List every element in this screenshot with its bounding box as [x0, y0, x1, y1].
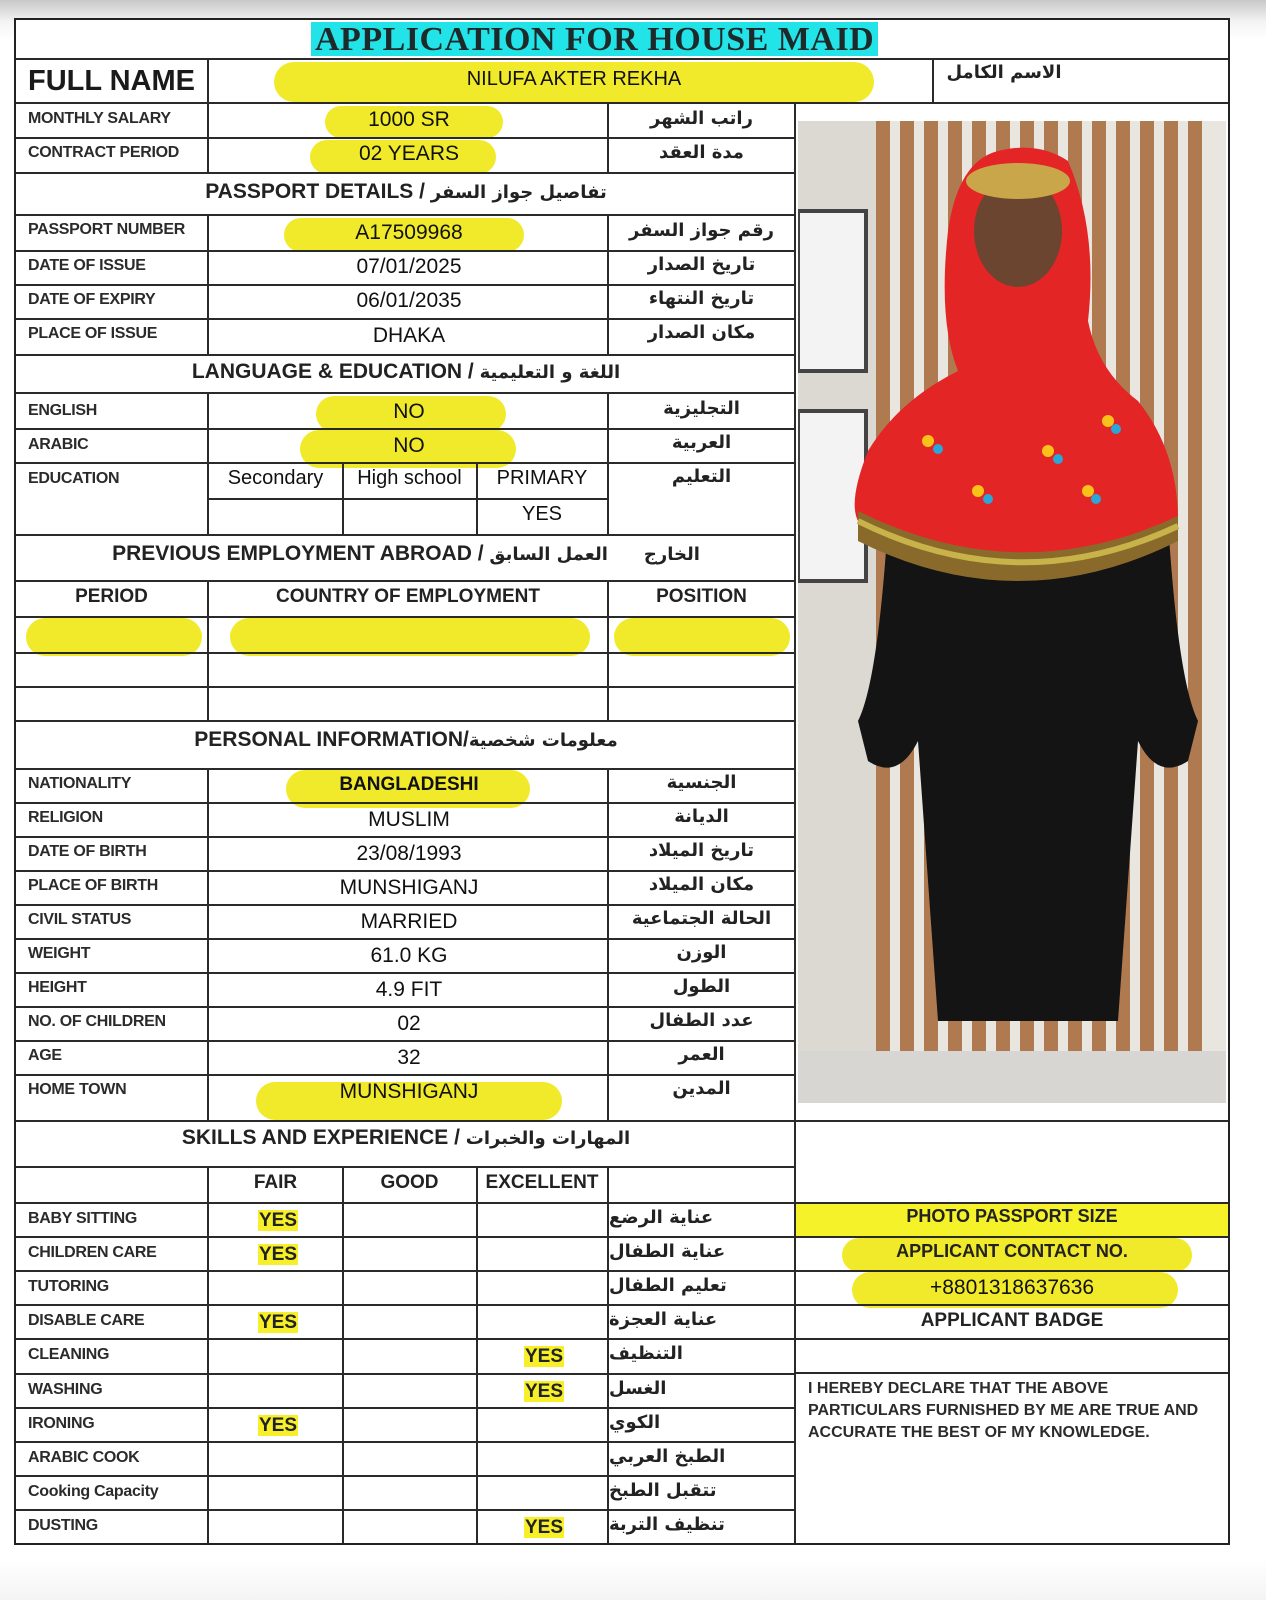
personal-label: RELIGION — [28, 809, 103, 826]
applicant-photo — [798, 121, 1226, 1103]
personal-label: NATIONALITY — [28, 775, 132, 792]
personal-arabic: تاريخ الميلاد — [648, 840, 755, 861]
full-name-arabic: الاسم الكامل — [946, 62, 1062, 83]
skill-arabic: تتقبل الطبخ — [609, 1480, 717, 1501]
salary-label: MONTHLY SALARY — [28, 110, 171, 127]
personal-value: BANGLADESHI — [339, 774, 479, 795]
skill-level-good: GOOD — [380, 1172, 439, 1193]
skill-fair-mark: YES — [259, 1415, 298, 1436]
employment-section-arabic-1: الخارج — [643, 544, 700, 565]
english-label: ENGLISH — [28, 402, 98, 419]
skill-arabic: عناية العجزة — [609, 1309, 718, 1330]
contract-value: 02 YEARS — [358, 142, 459, 165]
employment-header-period: PERIOD — [75, 586, 148, 607]
skills-section-title: SKILLS AND EXPERIENCE / المهارات والخبرات — [181, 1126, 631, 1149]
form-title: APPLICATION FOR HOUSE MAID — [315, 21, 875, 58]
personal-value: 61.0 KG — [370, 944, 448, 967]
contract-arabic: مدة العقد — [659, 142, 744, 163]
employment-section-arabic-2: العمل السابق — [489, 544, 608, 565]
skill-label: IRONING — [28, 1415, 95, 1432]
personal-arabic: الطول — [672, 976, 731, 997]
skill-excellent-mark: YES — [525, 1517, 564, 1538]
contact-value[interactable]: +8801318637636 — [929, 1276, 1095, 1299]
employment-header-country: COUNTRY OF EMPLOYMENT — [276, 586, 540, 607]
education-arabic: التعليم — [671, 466, 732, 487]
personal-label: HOME TOWN — [28, 1081, 127, 1098]
personal-label: NO. OF CHILDREN — [28, 1013, 166, 1030]
personal-label: AGE — [28, 1047, 62, 1064]
personal-arabic: الوزن — [676, 942, 727, 963]
personal-value: MUSLIM — [368, 808, 450, 831]
language-section-title: LANGUAGE & EDUCATION / اللغة و التعليمية — [191, 360, 621, 383]
country-highlight — [230, 618, 590, 656]
salary-value: 1000 SR — [368, 108, 450, 131]
personal-value: MUNSHIGANJ — [339, 1080, 479, 1103]
language-section-arabic: اللغة و التعليمية — [479, 362, 621, 383]
skill-arabic: التنظيف — [609, 1343, 683, 1364]
personal-section-arabic: معلومات شخصية — [468, 730, 618, 751]
skills-section-arabic: المهارات والخبرات — [465, 1128, 631, 1149]
education-primary: PRIMARY — [496, 467, 588, 489]
personal-value: 32 — [397, 1046, 421, 1069]
personal-value: 02 — [397, 1012, 421, 1035]
employment-section-title: PREVIOUS EMPLOYMENT ABROAD / الخارجالعمل السابق — [112, 542, 700, 565]
arabic-label: ARABIC — [28, 436, 89, 453]
personal-arabic: الجنسية — [666, 772, 737, 793]
skill-arabic: تعليم الطفال — [609, 1275, 727, 1296]
contact-label: APPLICANT CONTACT NO. — [896, 1241, 1128, 1261]
education-label: EDUCATION — [28, 470, 120, 487]
skill-arabic: عناية الطفال — [609, 1241, 726, 1262]
personal-arabic: الحالة الجتماعية — [631, 908, 772, 929]
employment-header-position: POSITION — [656, 586, 747, 607]
declaration-text: I HEREBY DECLARE THAT THE ABOVE PARTICULARS FURNISHED BY ME ARE TRUE AND ACCURATE THE BEST OF MY KNOWLEDGE. — [808, 1380, 1199, 1441]
english-arabic: التجليزية — [663, 398, 740, 419]
personal-label: HEIGHT — [28, 979, 87, 996]
skill-label: TUTORING — [28, 1278, 109, 1295]
period-highlight — [26, 618, 202, 656]
skill-fair-mark: YES — [259, 1210, 298, 1231]
skill-level-fair: FAIR — [253, 1172, 298, 1193]
full-name-value: NILUFA AKTER REKHA — [466, 68, 682, 90]
personal-value: 23/08/1993 — [356, 842, 462, 865]
skill-arabic: الغسل — [609, 1378, 667, 1399]
skill-level-excellent: EXCELLENT — [485, 1172, 599, 1193]
personal-arabic: عدد الطفال — [649, 1010, 754, 1031]
position-highlight — [614, 618, 790, 656]
skill-label: BABY SITTING — [28, 1210, 138, 1227]
education-primary-value: YES — [521, 503, 563, 525]
personal-value: MUNSHIGANJ — [339, 876, 479, 899]
skill-label: WASHING — [28, 1381, 103, 1398]
arabic-value: NO — [393, 434, 425, 457]
personal-label: CIVIL STATUS — [28, 911, 132, 928]
english-value: NO — [393, 400, 425, 423]
passport-section-arabic: تفاصيل جواز السفر — [430, 182, 607, 203]
personal-value: 4.9 FIT — [375, 978, 443, 1001]
skill-excellent-mark: YES — [525, 1346, 564, 1367]
skill-label: CLEANING — [28, 1346, 110, 1363]
personal-label: WEIGHT — [28, 945, 91, 962]
arabic-arabic: العربية — [671, 432, 732, 453]
skill-excellent-mark: YES — [525, 1381, 564, 1402]
education-secondary: Secondary — [227, 467, 324, 489]
salary-arabic: راتب الشهر — [650, 108, 753, 129]
passport-section-title: PASSPORT DETAILS / تفاصيل جواز السفر — [205, 180, 607, 203]
title-banner — [311, 22, 878, 56]
personal-label: PLACE OF BIRTH — [28, 877, 159, 894]
skill-arabic: تنظيف التربة — [609, 1514, 725, 1535]
skill-fair-mark: YES — [259, 1312, 298, 1333]
contract-label: CONTRACT PERIOD — [28, 144, 180, 161]
skill-arabic: الكوي — [609, 1412, 661, 1433]
personal-section-title: PERSONAL INFORMATION/معلومات شخصية — [194, 728, 618, 751]
skill-label: ARABIC COOK — [28, 1449, 140, 1466]
personal-label: DATE OF BIRTH — [28, 843, 147, 860]
skill-fair-mark: YES — [259, 1244, 298, 1265]
applicant-photo-illustration — [798, 121, 1226, 1103]
skill-label: Cooking Capacity — [28, 1483, 159, 1500]
personal-arabic: الديانة — [674, 806, 729, 827]
education-high-school: High school — [357, 467, 462, 489]
skill-label: CHILDREN CARE — [28, 1244, 157, 1261]
skill-arabic: عناية الرضع — [609, 1207, 714, 1228]
photo-size-label: PHOTO PASSPORT SIZE — [906, 1206, 1118, 1226]
personal-arabic: العمر — [678, 1044, 725, 1065]
full-name-label: FULL NAME — [28, 65, 196, 97]
skill-label: DUSTING — [28, 1517, 98, 1534]
personal-value: MARRIED — [360, 910, 458, 933]
personal-arabic: مكان الميلاد — [648, 874, 755, 895]
badge-label: APPLICANT BADGE — [920, 1310, 1104, 1331]
personal-arabic: المدين — [672, 1078, 731, 1099]
skill-label: DISABLE CARE — [28, 1312, 145, 1329]
application-form: APPLICATION FOR HOUSE MAID FULL NAME NILUFA AKTER REKHA الاسم الكامل MONTHLY SALARY 1000 SR راتب الشهر CONTRACT PERIOD 02 YEARS مدة العقد PASSPORT DETAILS / تفاصيل جواز السفر PASSPORT NUMBER A17509968 رقم جواز السفر DATE OF ISSUE 07/01/2025 تاريخ الصدار DATE OF EXPIRY 06/01/2035 تاريخ النتهاء PLACE OF ISSUE DHAKA مكان الصدار LANGUAGE & EDUCATION / اللغة و التعليمية ENGLISH NO التجليزية ARABIC NO العربية EDUCATION Secondary High school PRIMARY YES التعليم PREVIOUS EMPLOYMENT ABROAD / الخارجالعمل السابق PERIOD COUNTRY OF EMPLOYMENT POSITION PERSONAL INFORMATION/معلومات شخصية NATIONALITY BANGLADESHI الجنسية RELIGION MUSLIM الديانة DATE OF BIRTH 23/08/1993 تاريخ الميلاد PLACE OF BIRTH MUNSHIGANJ مكان الميلاد CIVIL STATUS MARRIED الحالة الجتماعية WEIGHT 61.0 KG الوزن HEIGHT 4.9 FIT الطول NO. OF CHILDREN 02 عدد الطفال AGE 32 العمر HOME TOWN MUNSHIGANJ المدين SKILLS AND EXPERIENCE / المهارات والخبرات FAIR GOOD EXCELLENT BABY SITTING عناية الرضع YES CHILDREN CARE عناية الطفال YES TUTORING تعليم الطفال DISABLE CARE عناية العجزة YES CLEANING التنظيف YES WASHING الغسل YES IRONING الكوي YES ARABIC COOK الطبخ العربي Cooking Capacity تتقبل الطبخ DUSTING تنظيف التربة YES PHOTO PASSPORT SIZE APPLICANT CONTACT NO. +8801318637636 APPLICANT BADGE I HEREBY DECLARE THAT THE ABOVE PARTICULARS FURNISHED BY ME ARE TRUE AND ACCURATE THE BEST OF MY KNOWLEDGE. — [14, 18, 1230, 1545]
skill-arabic: الطبخ العربي — [609, 1446, 726, 1467]
